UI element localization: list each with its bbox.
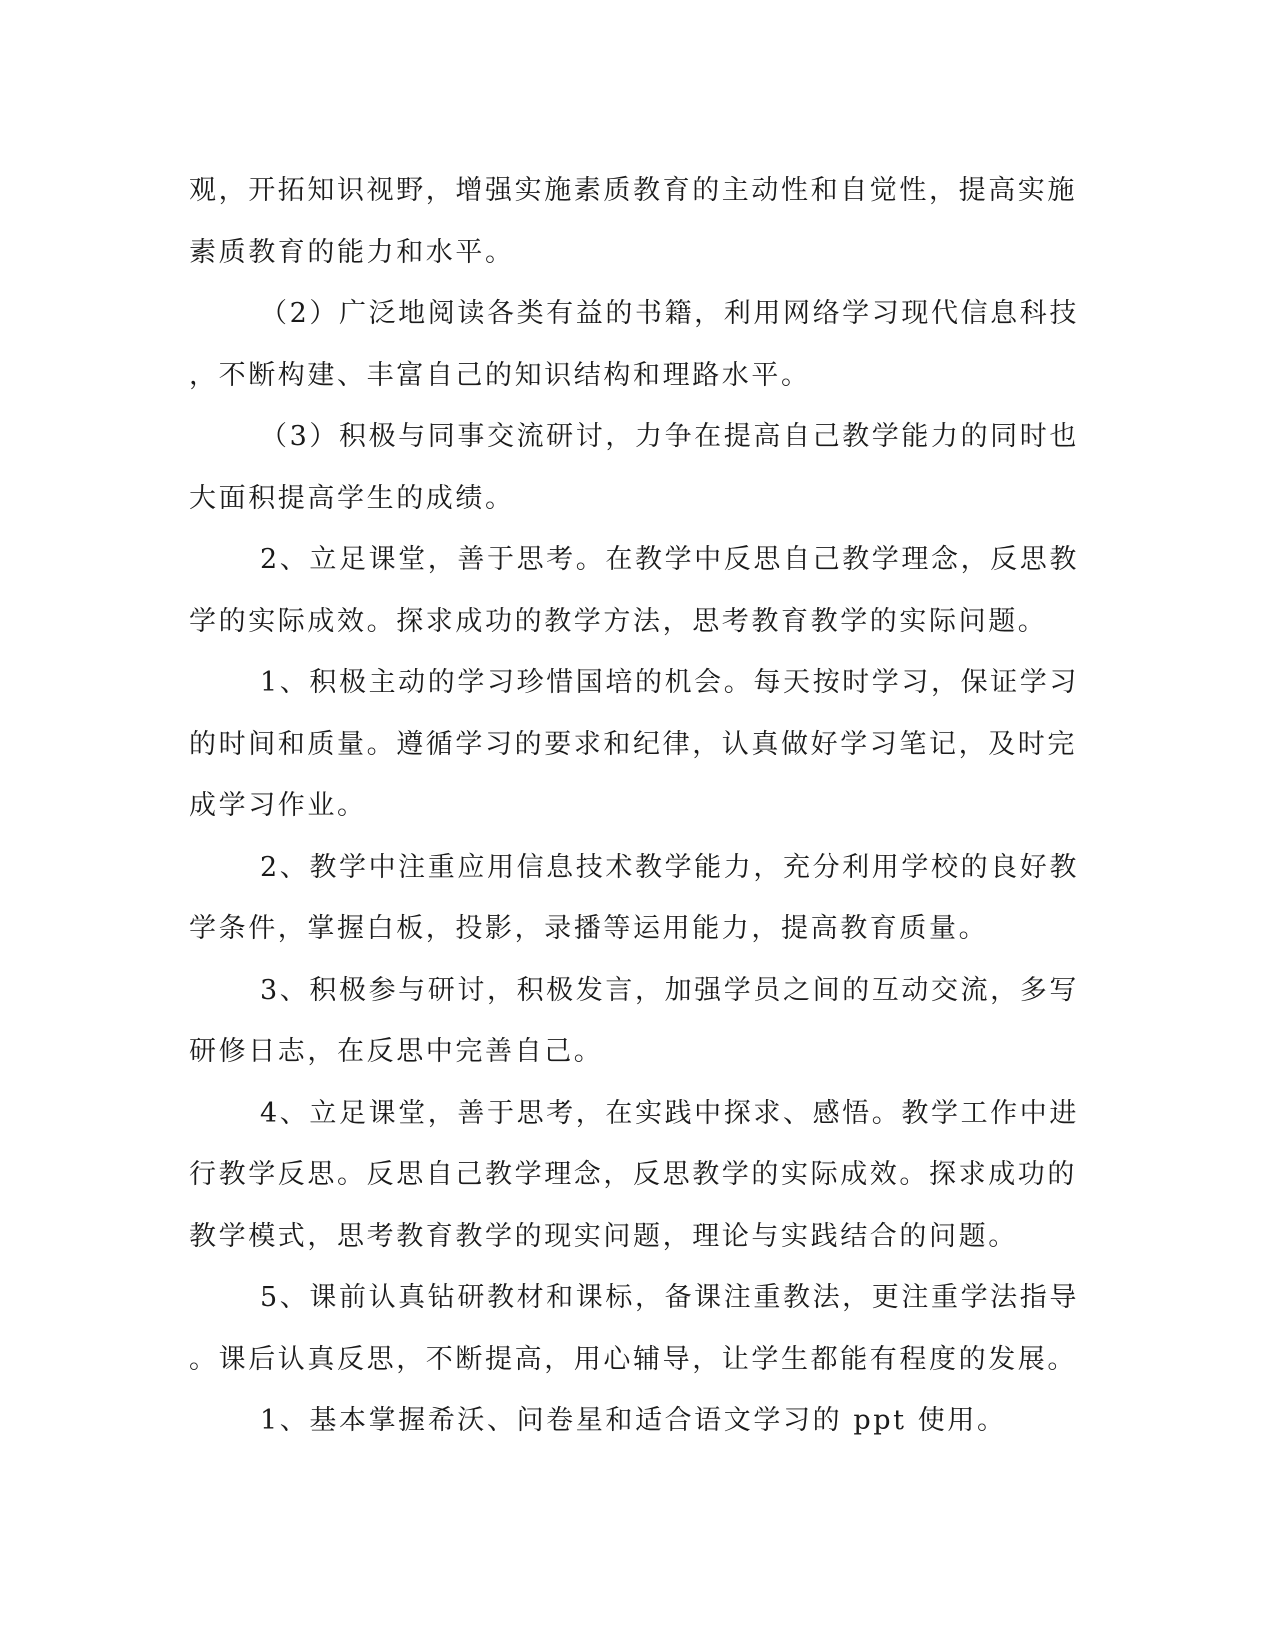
- paragraph-start-line: 2、立足课堂，善于思考。在教学中反思自己教学理念，反思教: [260, 544, 1079, 575]
- paragraph-start-line: 4、立足课堂，善于思考，在实践中探求、感悟。教学工作中进: [260, 1097, 1079, 1129]
- text-line: 素质教育的能力和水平。: [189, 236, 515, 268]
- paragraph-start-line: 3、积极参与研讨，积极发言，加强学员之间的互动交流，多写: [260, 974, 1079, 1006]
- paragraph-start-line: 1、积极主动的学习珍惜国培的机会。每天按时学习，保证学习: [260, 667, 1079, 698]
- text-line: 的时间和质量。遵循学习的要求和纪律，认真做好学习笔记，及时完: [189, 728, 1077, 760]
- text-line: 学的实际成效。探求成功的教学方法，思考教育教学的实际问题。: [189, 605, 1048, 637]
- paragraph-start-line: （2）广泛地阅读各类有益的书籍，利用网络学习现代信息科技: [260, 298, 1079, 329]
- paragraph-start-line: 2、教学中注重应用信息技术教学能力，充分利用学校的良好教: [260, 851, 1079, 883]
- paragraph-start-line: 5、课前认真钻研教材和课标，备课注重教法，更注重学法指导: [260, 1282, 1079, 1313]
- text-line: 成学习作业。: [189, 790, 367, 821]
- text-line: 学条件，掌握白板，投影，录播等运用能力，提高教育质量。: [189, 913, 989, 944]
- text-line: 教学模式，思考教育教学的现实问题，理论与实践结合的问题。: [189, 1220, 1018, 1252]
- text-line: 行教学反思。反思自己教学理念，反思教学的实际成效。探求成功的: [189, 1159, 1077, 1190]
- document-body: [189, 160, 1079, 1452]
- text-line: 观，开拓知识视野，增强实施素质教育的主动性和自觉性，提高实施: [189, 175, 1077, 206]
- paragraph-start-line: （3）积极与同事交流研讨，力争在提高自己教学能力的同时也: [260, 421, 1079, 452]
- text-line: ，不断构建、丰富自己的知识结构和理路水平。: [189, 359, 811, 391]
- text-line: 研修日志，在反思中完善自己。: [189, 1036, 604, 1067]
- text-line: 。课后认真反思，不断提高，用心辅导，让学生都能有程度的发展。: [189, 1343, 1077, 1375]
- text-line: 大面积提高学生的成绩。: [189, 482, 515, 514]
- paragraph-start-line: 1、基本掌握希沃、问卷星和适合语文学习的 ppt 使用。: [260, 1405, 1007, 1436]
